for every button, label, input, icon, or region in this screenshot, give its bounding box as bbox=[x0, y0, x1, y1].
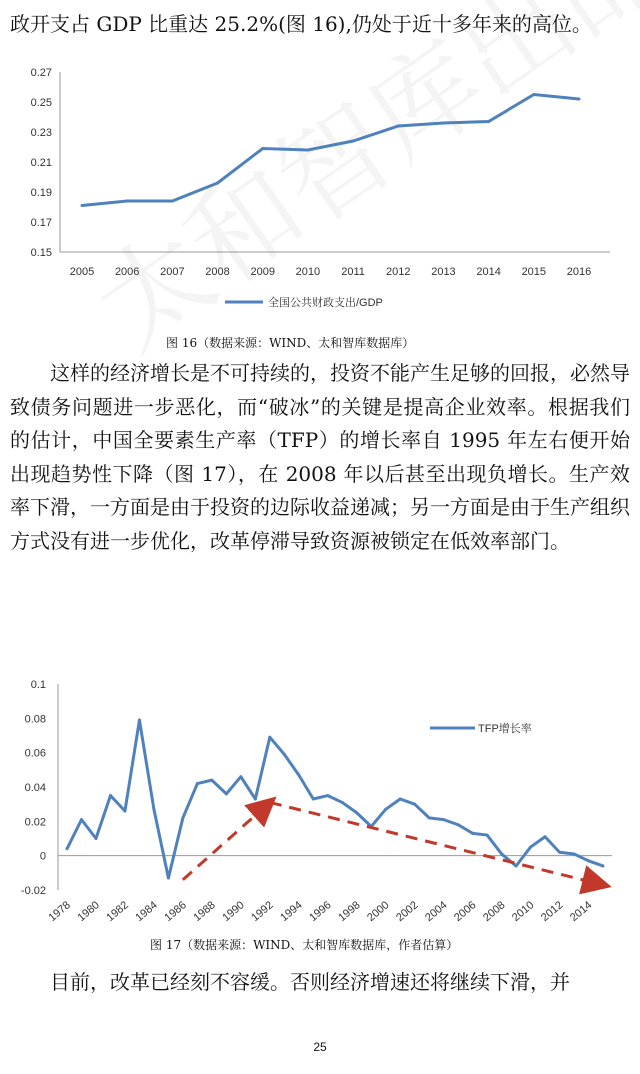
body-paragraph: 这样的经济增长是不可持续的，投资不能产生足够的回报，必然导致债务问题进一步恶化，而“破冰”的关键是提高企业效率。根据我们的估计，中国全要素生产率（TFP）的增长率自 1995 年左右便开始出现趋势性下降（图 17），在 2008 年以后甚至出现负增长。生产效率下滑，一方面是由于投资的边际收益递减；另一方面是由于生产组织方式没有进一步优化，改革停滞导致资源被锁定在低效率部门。 bbox=[10, 361, 630, 553]
y-tick-label: 0.08 bbox=[24, 713, 46, 726]
chart-tfp-growth bbox=[0, 670, 640, 935]
data-point bbox=[413, 803, 416, 806]
data-point bbox=[126, 200, 129, 203]
x-tick-label: 2014 bbox=[476, 266, 501, 278]
data-point bbox=[80, 818, 83, 821]
data-point bbox=[196, 782, 199, 785]
x-tick-label: 2009 bbox=[250, 266, 275, 278]
y-tick-label: 0.15 bbox=[30, 247, 52, 259]
data-point bbox=[532, 93, 535, 96]
data-point bbox=[500, 852, 503, 855]
data-point bbox=[123, 810, 126, 813]
data-point bbox=[254, 798, 257, 801]
data-point bbox=[225, 792, 228, 795]
data-point bbox=[602, 864, 605, 867]
data-point bbox=[515, 864, 518, 867]
data-point bbox=[109, 794, 112, 797]
y-tick-label: 0.06 bbox=[24, 747, 46, 760]
x-tick-label: 2011 bbox=[341, 266, 365, 278]
x-tick-label: 2010 bbox=[510, 899, 537, 925]
y-tick-label: -0.02 bbox=[20, 885, 46, 897]
data-point bbox=[397, 125, 400, 128]
x-tick-label: 1980 bbox=[75, 899, 102, 925]
figure-16-caption: 图 16（数据来源：WIND、太和智库数据库） bbox=[166, 336, 415, 350]
y-tick-label: 0.17 bbox=[30, 217, 52, 229]
x-tick-label: 2006 bbox=[114, 266, 140, 278]
y-tick-label: 0.23 bbox=[30, 127, 52, 139]
figure-17-caption: 图 17（数据来源：WIND、太和智库数据库，作者估算） bbox=[150, 938, 459, 952]
data-point bbox=[216, 182, 219, 185]
series-line bbox=[82, 95, 579, 206]
data-point bbox=[544, 835, 547, 838]
y-tick-label: 0 bbox=[39, 850, 46, 863]
data-point bbox=[457, 823, 460, 826]
data-point bbox=[558, 851, 561, 854]
y-tick-label: 0.21 bbox=[30, 157, 52, 169]
x-tick-label: 2006 bbox=[452, 899, 479, 925]
data-point bbox=[171, 200, 174, 203]
x-tick-label: 2004 bbox=[423, 899, 450, 925]
x-tick-label: 2002 bbox=[394, 899, 421, 925]
data-point bbox=[486, 834, 489, 837]
data-point bbox=[355, 811, 358, 814]
data-point bbox=[283, 753, 286, 756]
x-tick-label: 1990 bbox=[220, 899, 247, 925]
data-point bbox=[297, 773, 300, 776]
data-point bbox=[384, 808, 387, 811]
x-tick-label: 1994 bbox=[278, 899, 305, 925]
data-point bbox=[352, 140, 355, 143]
x-tick-label: 1992 bbox=[249, 899, 276, 925]
data-point bbox=[306, 149, 309, 152]
data-point bbox=[442, 122, 445, 125]
closing-text: 目前，改革已经刻不容缓。否则经济增速还将继续下滑，并 bbox=[50, 970, 570, 994]
y-tick-label: 0.19 bbox=[30, 187, 52, 199]
x-tick-label: 2016 bbox=[566, 266, 592, 278]
data-point bbox=[578, 98, 581, 101]
trend-arrow-up bbox=[183, 802, 270, 879]
x-tick-label: 1998 bbox=[336, 899, 363, 925]
y-tick-label: 0.25 bbox=[30, 97, 52, 109]
y-tick-label: 0.02 bbox=[24, 816, 46, 829]
data-point bbox=[94, 837, 97, 840]
x-tick-label: 2013 bbox=[431, 266, 456, 278]
data-point bbox=[471, 832, 474, 835]
data-point bbox=[587, 859, 590, 862]
y-tick-label: 0.27 bbox=[30, 67, 52, 79]
data-point bbox=[239, 775, 242, 778]
x-tick-label: 2007 bbox=[160, 266, 185, 278]
x-tick-label: 1986 bbox=[162, 899, 189, 925]
x-tick-label: 2008 bbox=[481, 899, 508, 925]
x-tick-label: 2012 bbox=[538, 899, 566, 925]
x-tick-label: 1984 bbox=[133, 899, 160, 925]
data-point bbox=[442, 818, 445, 821]
y-tick-label: 0.04 bbox=[24, 782, 46, 794]
data-point bbox=[312, 798, 315, 801]
data-point bbox=[81, 204, 84, 207]
data-point bbox=[529, 846, 532, 849]
data-point bbox=[341, 801, 344, 804]
data-point bbox=[138, 719, 141, 722]
data-point bbox=[181, 816, 184, 819]
series-line bbox=[67, 720, 603, 878]
page-number: 25 bbox=[313, 1040, 327, 1054]
data-point bbox=[152, 808, 155, 811]
y-tick-label: 0.1 bbox=[30, 679, 46, 691]
x-tick-label: 2012 bbox=[386, 266, 411, 278]
data-point bbox=[573, 852, 576, 855]
intro-text: 政开支占 GDP 比重达 25.2%(图 16),仍处于近十多年来的高位。 bbox=[10, 12, 592, 36]
x-tick-label: 1978 bbox=[46, 899, 73, 925]
data-point bbox=[66, 847, 69, 850]
x-tick-label: 2015 bbox=[521, 266, 547, 278]
x-tick-label: 2008 bbox=[205, 266, 230, 278]
legend-label: 全国公共财政支出/GDP bbox=[268, 297, 383, 309]
data-point bbox=[167, 876, 170, 879]
data-point bbox=[487, 120, 490, 123]
x-tick-label: 1988 bbox=[191, 899, 218, 925]
legend-label: TFP增长率 bbox=[478, 723, 532, 735]
x-tick-label: 2010 bbox=[295, 266, 321, 278]
x-tick-label: 2000 bbox=[365, 899, 392, 925]
x-tick-label: 2005 bbox=[69, 266, 95, 278]
data-point bbox=[268, 736, 271, 739]
x-tick-label: 2014 bbox=[567, 899, 595, 925]
x-tick-label: 1996 bbox=[307, 899, 334, 925]
chart-fiscal-expenditure-gdp bbox=[0, 50, 640, 330]
data-point bbox=[428, 816, 431, 819]
data-point bbox=[326, 794, 329, 797]
x-tick-label: 1982 bbox=[104, 899, 131, 925]
data-point bbox=[399, 798, 402, 801]
data-point bbox=[210, 779, 213, 782]
data-point bbox=[261, 147, 264, 150]
